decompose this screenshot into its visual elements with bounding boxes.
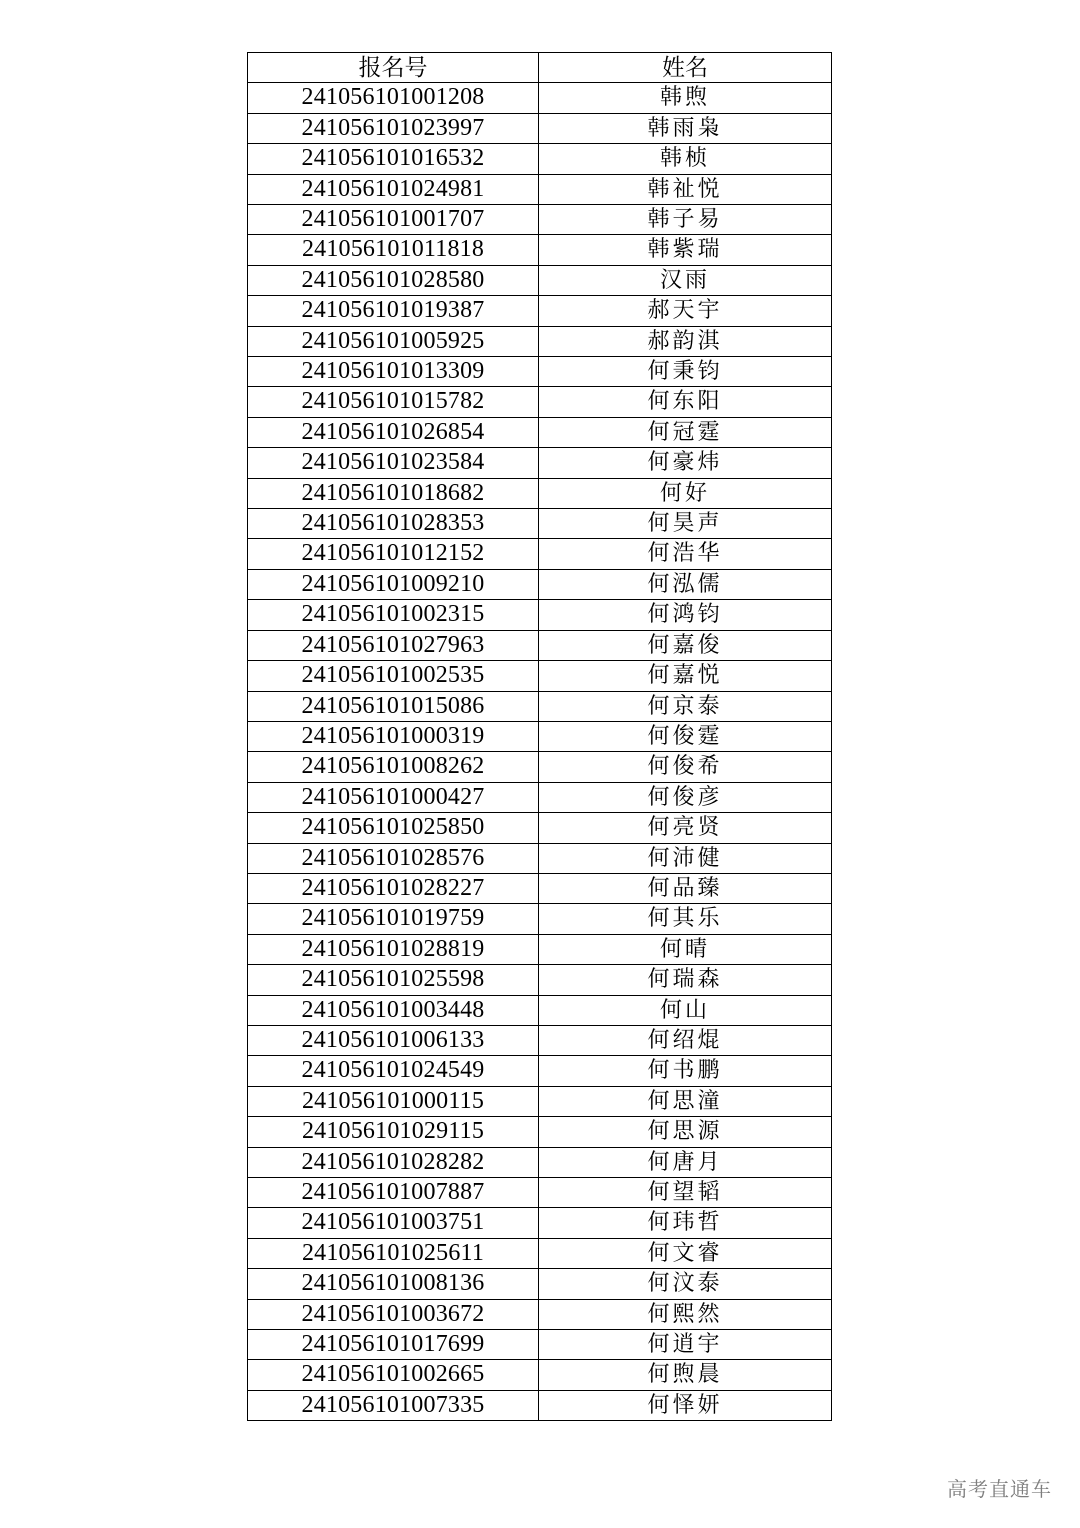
name-cell: 何俊霆: [539, 721, 832, 751]
name-cell: 韩子易: [539, 205, 832, 235]
table-row: [248, 1208, 832, 1238]
registration-number-cell: 241056101023584: [248, 448, 539, 478]
registration-number-cell: 241056101001208: [248, 83, 539, 113]
name-cell: 何京泰: [539, 691, 832, 721]
table-row: [248, 478, 832, 508]
name-cell: 何汶泰: [539, 1269, 832, 1299]
name-cell: 何绍焜: [539, 1025, 832, 1055]
name-cell: 何思源: [539, 1117, 832, 1147]
name-cell: 何嘉悦: [539, 661, 832, 691]
header-registration-number: 报名号: [248, 53, 539, 83]
name-cell: 何秉钧: [539, 357, 832, 387]
table-row: [248, 782, 832, 812]
header-row: [248, 53, 832, 83]
registration-number-cell: 241056101023997: [248, 113, 539, 143]
table-row: [248, 1178, 832, 1208]
registration-number-cell: 241056101002665: [248, 1360, 539, 1390]
registration-number-cell: 241056101006133: [248, 1025, 539, 1055]
table-row: [248, 721, 832, 751]
registration-number-cell: 241056101025611: [248, 1238, 539, 1268]
registration-number-cell: 241056101007887: [248, 1178, 539, 1208]
table-row: [248, 1330, 832, 1360]
table-row: [248, 417, 832, 447]
name-cell: 何其乐: [539, 904, 832, 934]
registration-number-cell: 241056101015782: [248, 387, 539, 417]
name-cell: 何书鹏: [539, 1056, 832, 1086]
table-body: [248, 83, 832, 1421]
table-row: [248, 235, 832, 265]
name-cell: 何沛健: [539, 843, 832, 873]
registration-number-cell: 241056101028576: [248, 843, 539, 873]
registration-number-cell: 241056101018682: [248, 478, 539, 508]
registration-number-cell: 241056101003448: [248, 995, 539, 1025]
name-cell: 何晴: [539, 934, 832, 964]
table-row: [248, 569, 832, 599]
name-cell: 何唐月: [539, 1147, 832, 1177]
table-row: [248, 1269, 832, 1299]
name-cell: 何思潼: [539, 1086, 832, 1116]
registration-number-cell: 241056101025850: [248, 813, 539, 843]
table-row: [248, 661, 832, 691]
registration-number-cell: 241056101019759: [248, 904, 539, 934]
table-row: [248, 357, 832, 387]
table-row: [248, 296, 832, 326]
table-row: [248, 265, 832, 295]
table-row: [248, 630, 832, 660]
registration-number-cell: 241056101028353: [248, 509, 539, 539]
registration-number-cell: 241056101016532: [248, 144, 539, 174]
name-cell: 何玮哲: [539, 1208, 832, 1238]
name-cell: 何鸿钧: [539, 600, 832, 630]
registration-table: [247, 52, 832, 1421]
name-cell: 郝天宇: [539, 296, 832, 326]
name-cell: 汉雨: [539, 265, 832, 295]
registration-number-cell: 241056101002535: [248, 661, 539, 691]
table-row: [248, 600, 832, 630]
name-cell: 何望韬: [539, 1178, 832, 1208]
table-row: [248, 1117, 832, 1147]
name-cell: 何冠霆: [539, 417, 832, 447]
table-row: [248, 1390, 832, 1420]
table-row: [248, 691, 832, 721]
name-cell: 何浩华: [539, 539, 832, 569]
name-cell: 何泓儒: [539, 569, 832, 599]
table-row: [248, 1086, 832, 1116]
table-row: [248, 83, 832, 113]
table-row: [248, 1025, 832, 1055]
registration-number-cell: 241056101024549: [248, 1056, 539, 1086]
registration-number-cell: 241056101001707: [248, 205, 539, 235]
table-row: [248, 387, 832, 417]
name-cell: 何品臻: [539, 873, 832, 903]
table-row: [248, 113, 832, 143]
registration-number-cell: 241056101028819: [248, 934, 539, 964]
name-cell: 何文睿: [539, 1238, 832, 1268]
name-cell: 何好: [539, 478, 832, 508]
table-row: [248, 174, 832, 204]
table-row: [248, 326, 832, 356]
registration-number-cell: 241056101015086: [248, 691, 539, 721]
registration-number-cell: 241056101013309: [248, 357, 539, 387]
table-row: [248, 448, 832, 478]
name-cell: 何熙然: [539, 1299, 832, 1329]
registration-number-cell: 241056101026854: [248, 417, 539, 447]
registration-number-cell: 241056101005925: [248, 326, 539, 356]
name-cell: 何嘉俊: [539, 630, 832, 660]
registration-number-cell: 241056101007335: [248, 1390, 539, 1420]
registration-number-cell: 241056101024981: [248, 174, 539, 204]
name-cell: 何昊声: [539, 509, 832, 539]
table-row: [248, 995, 832, 1025]
registration-number-cell: 241056101000115: [248, 1086, 539, 1116]
registration-number-cell: 241056101019387: [248, 296, 539, 326]
registration-number-cell: 241056101009210: [248, 569, 539, 599]
registration-number-cell: 241056101028282: [248, 1147, 539, 1177]
registration-number-cell: 241056101029115: [248, 1117, 539, 1147]
table-row: [248, 1147, 832, 1177]
name-cell: 郝韵淇: [539, 326, 832, 356]
table-row: [248, 934, 832, 964]
name-cell: 何俊彦: [539, 782, 832, 812]
registration-number-cell: 241056101000319: [248, 721, 539, 751]
name-cell: 韩桢: [539, 144, 832, 174]
name-cell: 何东阳: [539, 387, 832, 417]
name-cell: 何山: [539, 995, 832, 1025]
registration-number-cell: 241056101028227: [248, 873, 539, 903]
name-cell: 何瑞森: [539, 965, 832, 995]
registration-number-cell: 241056101000427: [248, 782, 539, 812]
registration-number-cell: 241056101003751: [248, 1208, 539, 1238]
registration-number-cell: 241056101003672: [248, 1299, 539, 1329]
registration-number-cell: 241056101011818: [248, 235, 539, 265]
name-cell: 何豪炜: [539, 448, 832, 478]
registration-number-cell: 241056101008136: [248, 1269, 539, 1299]
table-row: [248, 1299, 832, 1329]
header-name: 姓名: [539, 53, 832, 83]
registration-number-cell: 241056101017699: [248, 1330, 539, 1360]
table-row: [248, 752, 832, 782]
name-cell: 韩煦: [539, 83, 832, 113]
table-row: [248, 205, 832, 235]
name-cell: 何怿妍: [539, 1390, 832, 1420]
registration-number-cell: 241056101027963: [248, 630, 539, 660]
registration-number-cell: 241056101012152: [248, 539, 539, 569]
table-row: [248, 144, 832, 174]
name-cell: 何俊希: [539, 752, 832, 782]
table-header: [248, 53, 832, 83]
table-row: [248, 509, 832, 539]
registration-number-cell: 241056101025598: [248, 965, 539, 995]
table-row: [248, 813, 832, 843]
table-row: [248, 873, 832, 903]
name-cell: 韩祉悦: [539, 174, 832, 204]
name-cell: 何亮贤: [539, 813, 832, 843]
name-cell: 韩雨枭: [539, 113, 832, 143]
table-row: [248, 539, 832, 569]
table-row: [248, 843, 832, 873]
table-row: [248, 904, 832, 934]
registration-number-cell: 241056101028580: [248, 265, 539, 295]
table-row: [248, 1360, 832, 1390]
table-row: [248, 1056, 832, 1086]
watermark-text: 高考直通车: [947, 1477, 1052, 1501]
name-cell: 何逍宇: [539, 1330, 832, 1360]
table-row: [248, 965, 832, 995]
name-cell: 韩紫瑞: [539, 235, 832, 265]
name-cell: 何煦晨: [539, 1360, 832, 1390]
registration-number-cell: 241056101008262: [248, 752, 539, 782]
registration-number-cell: 241056101002315: [248, 600, 539, 630]
table-row: [248, 1238, 832, 1268]
